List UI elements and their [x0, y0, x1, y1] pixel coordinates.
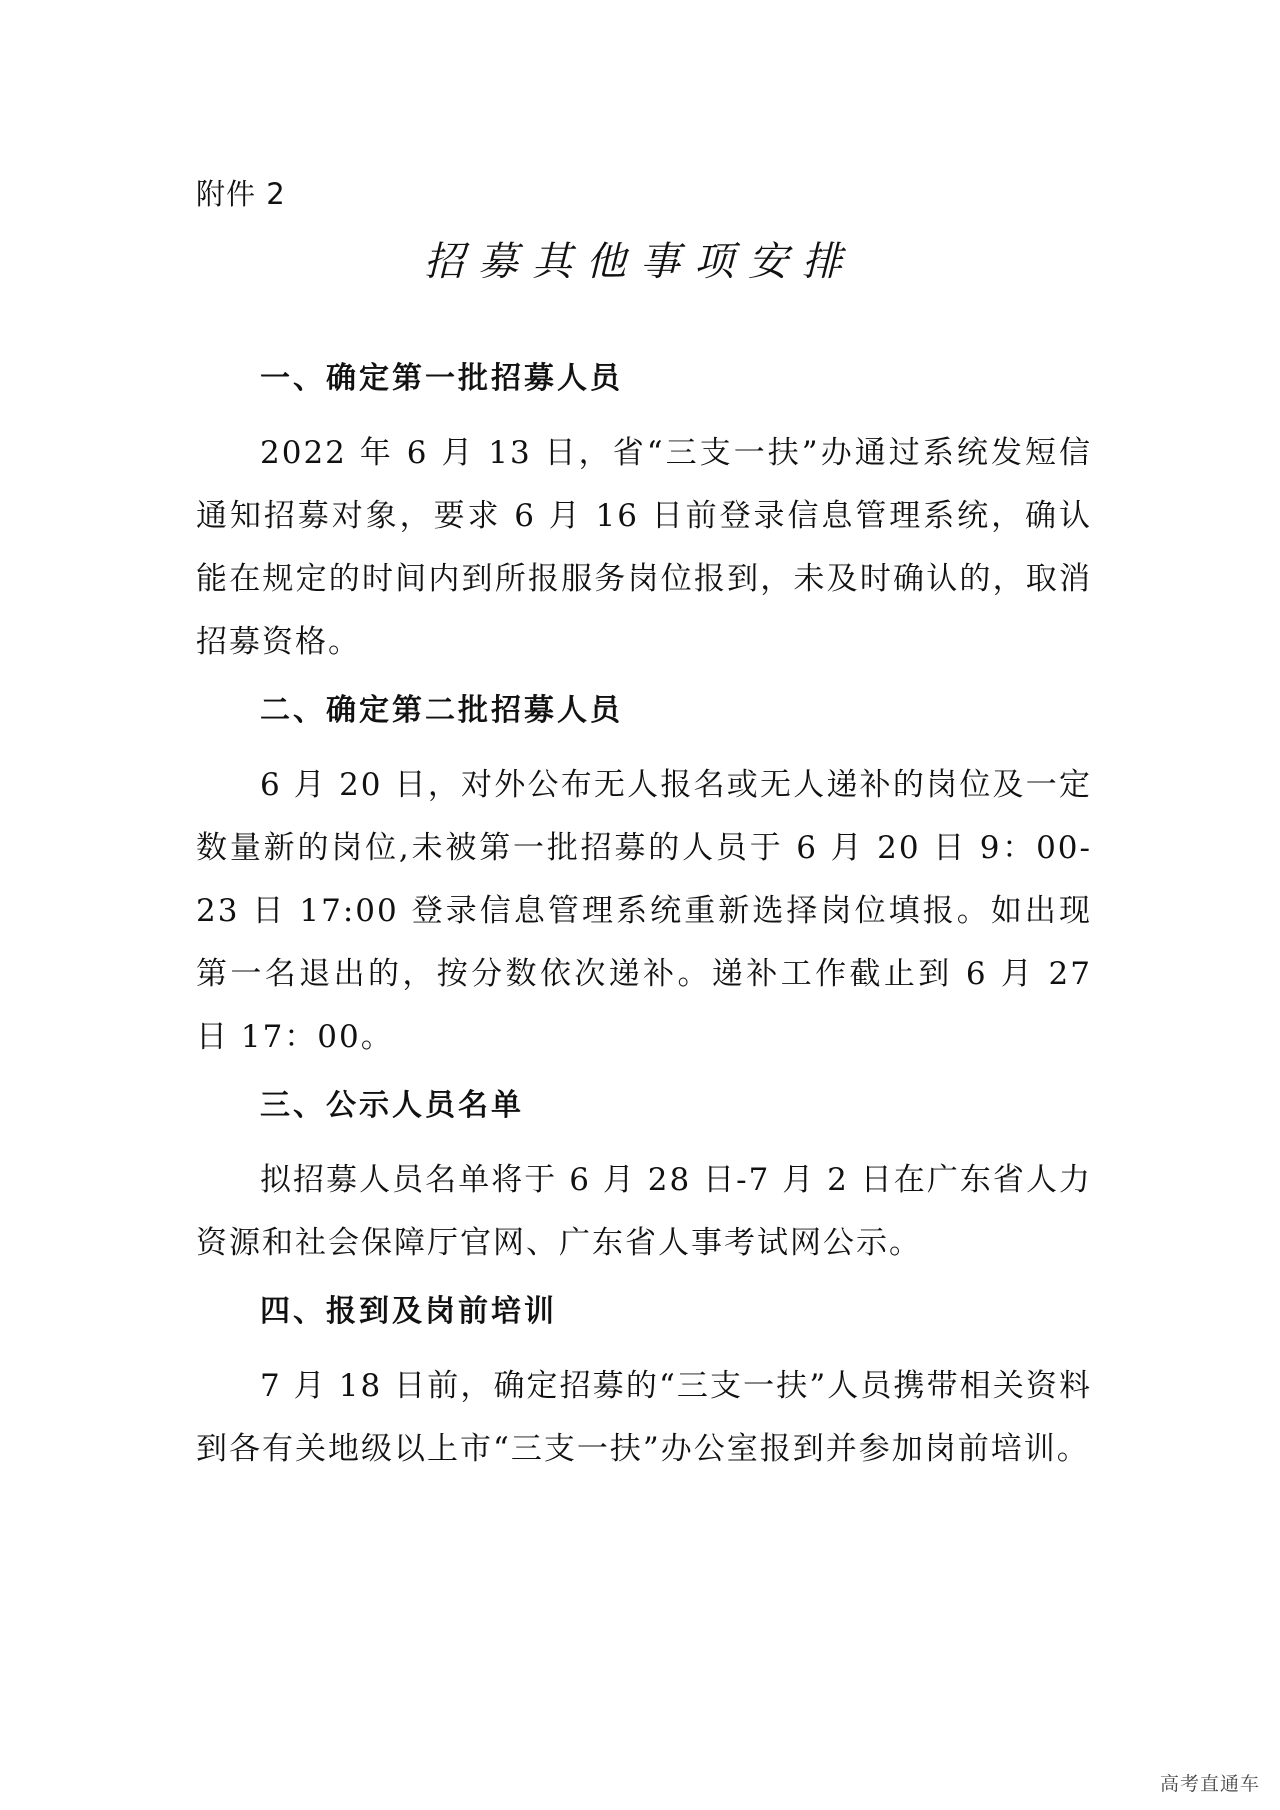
attachment-label: 附件 2 [196, 177, 286, 211]
section-3 [196, 1085, 1092, 1275]
section-paragraph: 拟招募人员名单将于 6 月 28 日-7 月 2 日在广东省人力资源和社会保障厅官网、广东省人事考试网公示。 [196, 1162, 1092, 1261]
section-heading: 四、报到及岗前培训 [260, 1294, 557, 1329]
section-1 [196, 358, 1092, 674]
watermark-text: 高考直通车 [1159, 1773, 1260, 1795]
section-paragraph: 6 月 20 日，对外公布无人报名或无人递补的岗位及一定数量新的岗位,未被第一批招募的人员于 6 月 20 日 9：00-23 日 17:00 登录信息管理系统重新选择岗位填报。如出现第一名退出的，按分数依次递补。递补工作截止到 6 月 27 日 17：00。 [196, 767, 1092, 1055]
section-heading: 二、确定第二批招募人员 [260, 693, 623, 728]
document-body [196, 358, 1092, 1497]
section-2 [196, 690, 1092, 1069]
section-heading: 三、公示人员名单 [260, 1088, 524, 1123]
section-4 [196, 1291, 1092, 1481]
section-paragraph: 2022 年 6 月 13 日，省“三支一扶”办通过系统发短信通知招募对象，要求 6 月 16 日前登录信息管理系统，确认能在规定的时间内到所报服务岗位报到，未及时确认的，取消招募资格。 [196, 435, 1092, 660]
document-title: 招募其他事项安排 [424, 239, 856, 285]
section-heading: 一、确定第一批招募人员 [260, 361, 623, 396]
section-paragraph: 7 月 18 日前，确定招募的“三支一扶”人员携带相关资料到各有关地级以上市“三支一扶”办公室报到并参加岗前培训。 [196, 1368, 1092, 1467]
